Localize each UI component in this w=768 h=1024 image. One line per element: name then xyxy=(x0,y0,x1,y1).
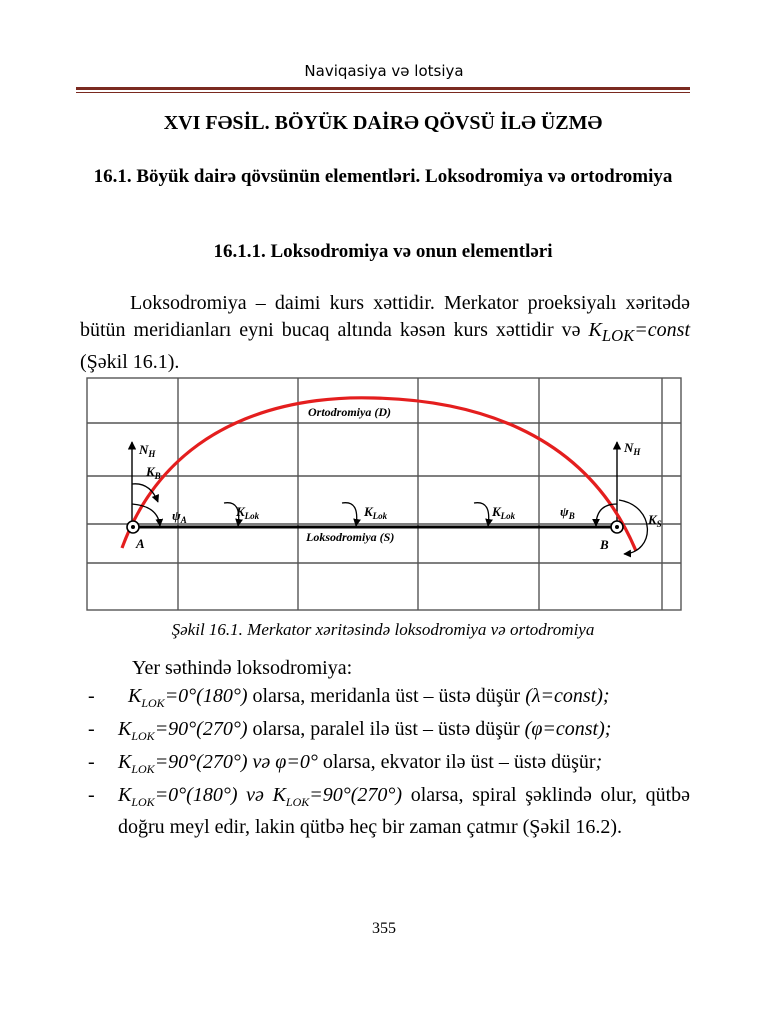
section-title: 16.1. Böyük dairə qövsünün elementləri. Loksodromiya və ortodromiya xyxy=(93,166,673,187)
k-subscript: LOK xyxy=(601,326,635,345)
klok-label-3: $K_{Lok}$ xyxy=(492,504,516,521)
list-intro: Yer səthində loksodromiya: xyxy=(132,657,353,679)
lox-label: Loksodromiya (S) xyxy=(306,530,395,544)
ortho-label: Ortodromiya (D) xyxy=(308,405,391,419)
point-b-label: B xyxy=(600,537,609,552)
intro-text: Loksodromiya – daimi kurs xəttidir. Merkator proeksiyalı xəritədə bütün meridianları eyni bucaq altında kəsən kurs xəttidir və xyxy=(80,292,690,341)
list-dash: - xyxy=(88,751,95,773)
n-right-label: $N_H$ xyxy=(624,440,641,457)
list-item-text: $K_{LOK}=90^\circ(270^\circ)$ və φ=0° olarsa, ekvator ilə üst – üstə düşür; xyxy=(118,751,603,776)
list-dash: - xyxy=(88,685,95,707)
klok-arc-2 xyxy=(342,503,357,526)
header-rule xyxy=(76,87,690,90)
figure-caption: Şəkil 16.1. Merkator xəritəsində loksodromiya və ortodromiya xyxy=(171,620,595,639)
list-item xyxy=(88,684,690,716)
n-left-label: $N_H$ xyxy=(139,442,156,459)
point-a-label: A xyxy=(136,536,145,551)
list-item xyxy=(88,783,690,840)
list-item-text: $K_{LOK}=90^\circ(270^\circ)$ olarsa, paralel ilə üst – üstə düşür (φ=const); xyxy=(118,718,612,743)
list-dash: - xyxy=(88,784,95,806)
subsection-title: 16.1.1. Loksodromiya və onun elementləri xyxy=(213,241,553,262)
psi-b-label: $\psi_B$ xyxy=(560,504,575,521)
point-b-dot xyxy=(615,525,619,529)
ks-label: $K_S$ xyxy=(648,512,662,529)
klok-label-1: $K_{Lok}$ xyxy=(236,504,260,521)
chapter-title: XVI FƏSİL. BÖYÜK DAİRƏ QÖVSÜ İLƏ ÜZMƏ xyxy=(163,112,603,134)
intro-paragraph xyxy=(80,290,690,376)
intro-reference: (Şəkil 16.1). xyxy=(80,351,180,373)
condition-list xyxy=(88,684,690,841)
running-header: Naviqasiya və lotsiya xyxy=(304,62,464,80)
header-rule-thin xyxy=(76,92,690,93)
point-a-dot xyxy=(131,525,135,529)
list-item xyxy=(88,750,690,782)
klok-label-2: $K_{Lok}$ xyxy=(364,504,388,521)
list-item-text: $K_{LOK}=0^\circ(180^\circ)$ və $K_{LOK}=90^\circ(270^\circ)$ olarsa, spiral şəklində olur, qütbə doğru meyl edir, lakin qütbə heç bir zaman çatmır (Şəkil 16.2). xyxy=(118,784,690,838)
k-symbol: K xyxy=(588,319,602,341)
list-dash: - xyxy=(88,718,95,740)
psi-a-label: $\psi_A$ xyxy=(172,508,187,525)
mercator-figure xyxy=(84,376,684,612)
kb-label: $K_B$ xyxy=(146,464,161,481)
const-equation: =const xyxy=(634,319,690,341)
list-item-text: $K_{LOK}=0^\circ(180^\circ)$ olarsa, meridanla üst – üstə düşür (λ=const); xyxy=(128,685,610,710)
page-number: 355 xyxy=(372,920,396,937)
list-item xyxy=(88,717,690,749)
klok-arc-3 xyxy=(474,503,489,526)
